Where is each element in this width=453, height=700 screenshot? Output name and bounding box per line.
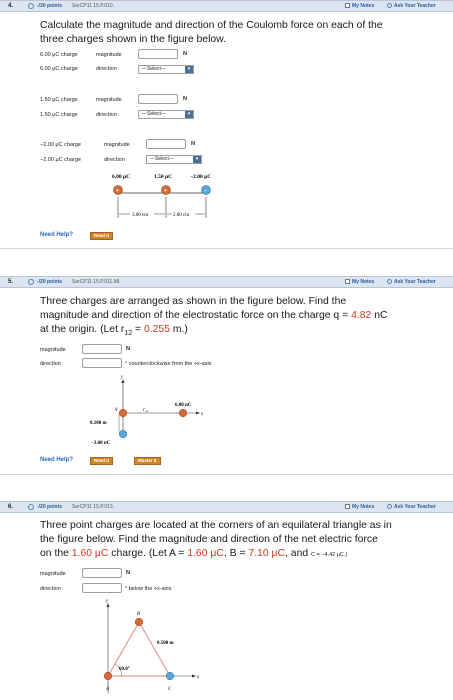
charge-neg3nc <box>119 430 127 438</box>
question-6-text: Three point charges are located at the corners of an equilateral triangle as in the figure below. Find the magnitude and direction of the net electric force on the 1.60 μC charge. (Let A = 1.60 μC, B = 7.10 μC, and C = −4.42 μC.) <box>40 520 392 559</box>
status-icon <box>28 3 34 9</box>
q-value: 4.82 <box>351 310 372 321</box>
question-6-header <box>0 501 453 513</box>
my-notes-toggle[interactable]: My Notes <box>345 502 374 512</box>
unit-label: N <box>126 346 130 352</box>
need-help-label: Need Help? <box>40 457 74 463</box>
charge-label-6uc: 6.00 μC <box>112 174 131 180</box>
ask-teacher-link[interactable]: Ask Your Teacher <box>387 502 436 512</box>
unit-label: N <box>126 570 130 576</box>
direction-input[interactable] <box>82 583 122 593</box>
question-number: 6. <box>8 504 14 510</box>
magnitude-input-6uc[interactable] <box>138 49 178 59</box>
label-C: C <box>168 687 172 692</box>
magnitude-label: magnitude <box>96 52 122 58</box>
magnitude-label: magnitude <box>40 347 66 353</box>
unit-label: N <box>191 141 195 147</box>
side-length-label: 0.500 m <box>157 641 174 646</box>
problem-reference: SerCP11 15.P.011.MI. <box>72 279 121 285</box>
charge-label: −2.00 μC charge <box>40 142 81 148</box>
magnitude-label: magnitude <box>40 571 66 577</box>
unit-label: N <box>183 51 187 57</box>
y-axis-label: y <box>121 375 124 380</box>
charge-label: −2.00 μC charge <box>40 157 81 163</box>
question-number: 5. <box>8 279 14 285</box>
points-link[interactable]: -/20 points <box>37 279 63 285</box>
my-notes-toggle[interactable]: My Notes <box>345 1 374 11</box>
distance-label: 0.100 m <box>90 421 107 426</box>
plus-sign: + <box>164 188 167 194</box>
magnitude-input-neg2uc[interactable] <box>146 139 186 149</box>
charge-label-neg3nc: −3.00 nC <box>91 441 111 446</box>
chevron-down-icon: ▾ <box>185 66 193 73</box>
read-it-button[interactable]: Read It <box>90 457 113 465</box>
label-B: B <box>137 612 141 617</box>
chevron-down-icon: ▾ <box>185 111 193 118</box>
triangle-outline <box>108 622 170 676</box>
magnitude-input[interactable] <box>82 568 122 578</box>
charge-label: 1.50 μC charge <box>40 112 78 118</box>
distance-label-2: 2.00 cm <box>173 213 190 218</box>
plus-sign: + <box>116 188 119 194</box>
direction-select-1-5uc[interactable]: ---Select--- ▾ <box>138 110 194 119</box>
magnitude-input[interactable] <box>82 344 122 354</box>
charge-C <box>166 672 174 680</box>
points-link[interactable]: -/20 points <box>37 504 63 510</box>
problem-reference: SerCP11 15.P.013. <box>72 504 115 510</box>
question-5-header <box>0 276 453 288</box>
plus-icon <box>387 279 392 284</box>
divider <box>0 248 453 249</box>
plus-icon <box>387 3 392 8</box>
charge-B <box>135 618 143 626</box>
charge-label: 6.00 μC charge <box>40 52 78 58</box>
unit-label: N <box>183 96 187 102</box>
direction-input[interactable] <box>82 358 122 368</box>
need-help-label: Need Help? <box>40 232 74 238</box>
question-4-text: Calculate the magnitude and direction of the Coulomb force on each of the three charges shown in the figure below. <box>40 20 383 45</box>
checkbox-icon[interactable] <box>345 504 350 509</box>
figure-equilateral-triangle <box>92 598 222 698</box>
x-axis-label: x <box>197 675 200 680</box>
question-number: 4. <box>8 3 14 9</box>
magnitude-input-1-5uc[interactable] <box>138 94 178 104</box>
checkbox-icon[interactable] <box>345 3 350 8</box>
checkbox-icon[interactable] <box>345 279 350 284</box>
magnitude-label: magnitude <box>104 142 130 148</box>
direction-label: direction <box>40 586 61 592</box>
direction-label: direction <box>96 66 117 72</box>
charge-label-6nc: 6.00 nC <box>175 403 192 408</box>
question-4-header <box>0 0 453 12</box>
status-icon <box>28 279 34 285</box>
read-it-button[interactable]: Read It <box>90 232 113 240</box>
divider <box>0 474 453 475</box>
problem-reference: SerCP11 15.P.010. <box>72 3 115 9</box>
direction-label: direction <box>40 361 61 367</box>
minus-sign: − <box>204 188 207 194</box>
direction-select-6uc[interactable]: ---Select--- ▾ <box>138 65 194 74</box>
q-label: q <box>115 407 118 412</box>
figure-three-charges-line <box>110 170 230 222</box>
direction-suffix: ° below the +x-axis <box>125 586 172 592</box>
plus-icon <box>387 504 392 509</box>
r12-label: r₁₂ <box>143 408 149 413</box>
charge-6nc <box>179 409 187 417</box>
x-axis-label: x <box>201 412 204 417</box>
master-it-button[interactable]: Master It <box>134 457 161 465</box>
chevron-down-icon: ▾ <box>193 156 201 163</box>
status-icon <box>28 504 34 510</box>
charge-label: 6.00 μC charge <box>40 66 78 72</box>
question-5-text: Three charges are arranged as shown in the figure below. Find the magnitude and direction of the electrostatic force on the charge q = 4.82 nC at the origin. (Let $r_{12} = 0.255$ m.) <box>40 296 388 338</box>
charge-A <box>104 672 112 680</box>
figure-charges-axes <box>85 374 215 452</box>
charge-label-neg2uc: −2.00 μC <box>190 174 212 180</box>
direction-select-neg2uc[interactable]: ---Select--- ▾ <box>146 155 202 164</box>
ask-teacher-link[interactable]: Ask Your Teacher <box>387 277 436 287</box>
charge-label-1-5uc: 1.50 μC <box>154 174 173 180</box>
label-A: A <box>106 687 110 692</box>
ask-teacher-link[interactable]: Ask Your Teacher <box>387 1 436 11</box>
points-link[interactable]: -/30 points <box>37 3 63 9</box>
direction-label: direction <box>96 112 117 118</box>
direction-suffix: ° counterclockwise from the +x-axis <box>125 361 212 367</box>
magnitude-label: magnitude <box>96 97 122 103</box>
charge-q <box>119 409 127 417</box>
my-notes-toggle[interactable]: My Notes <box>345 277 374 287</box>
r12-value: 0.255 <box>143 324 170 335</box>
distance-label-1: 3.00 cm <box>132 213 149 218</box>
direction-label: direction <box>104 157 125 163</box>
angle-label: 60.0° <box>119 667 130 672</box>
charge-label: 1.50 μC charge <box>40 97 78 103</box>
y-axis-label: y <box>106 599 109 604</box>
